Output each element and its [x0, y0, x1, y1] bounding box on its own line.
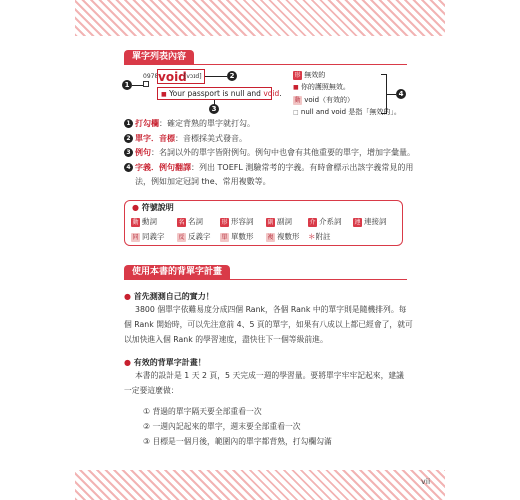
definition-alt: void（有效的） [304, 96, 355, 104]
list-item: 3 例句：名詞以外的單字皆附例句。例句中也會有其他重要的單字，增加字彙量。 [124, 146, 414, 161]
definition-translation: 你的護照無效。 [300, 83, 350, 91]
example-bullet: ■ [161, 91, 167, 98]
bullet-dot-icon: ● [132, 203, 139, 212]
callout-1-line [132, 85, 143, 86]
entry-pronunciation: [vɔɪd] [184, 73, 202, 80]
tips-list [143, 404, 332, 449]
symbol-singular: 單 單數形 [221, 232, 254, 241]
symbol-noun: 名 名詞 [178, 217, 203, 226]
list-item: ③ 目標是一個月後，範圍內的單字都背熟，打勾欄勾滿 [143, 437, 332, 446]
section-title-study-plan: 使用本書的背單字計畫 [124, 265, 230, 280]
definition-main: 無效的 [304, 71, 326, 79]
callout-3: 3 [209, 104, 219, 114]
top-stripe-band [75, 0, 445, 36]
page-number: vii [421, 477, 431, 486]
note-square-icon: □ [293, 109, 299, 116]
bottom-stripe-band [75, 470, 445, 500]
symbol-synonym: 同 同義字 [132, 232, 165, 241]
def-bullet: ■ [293, 84, 299, 91]
symbol-plural: 複 複數形 [267, 232, 300, 241]
list-item: 4 字義．例句翻譯：列出 TOEFL 測驗常考的字義。有時會標示出該字義常見的用 [124, 161, 414, 176]
symbol-adjective: 形 形容詞 [221, 217, 254, 226]
symbol-adverb: 副 副詞 [267, 217, 292, 226]
callout-2-line [205, 76, 227, 77]
symbol-note: ＊附註 [308, 232, 331, 241]
entry-number: 0978 [143, 73, 159, 80]
definition-phrase: null and void 是指「無效的」。 [300, 108, 401, 116]
paragraph-test-yourself: 3800 個單字依難易度分成四個 Rank，各個 Rank 中的單字則是隨機排列。每 個 Rank 開始時，可以先注意前 4、5 頁的單字，如果有八成以上都已經會了，就可 以加快進入個 Rank 的學習速度，盡快往下一個等級前進。 [124, 305, 413, 344]
example-sentence [157, 87, 282, 100]
symbol-verb: 動 動詞 [132, 217, 157, 226]
pos-badge-adjective: 形 [294, 71, 301, 79]
list-item: 1 打勾欄：確定背熟的單字就打勾。 [124, 117, 414, 132]
subheading-test-yourself: ● 首先測測自己的實力！ [124, 292, 214, 301]
symbol-conjunction: 連 連接詞 [354, 217, 387, 226]
section-title-word-list: 單字列表內容 [124, 50, 194, 65]
pos-badge-verb: 動 [294, 96, 301, 104]
example-text-post: . [279, 89, 282, 98]
check-box[interactable] [143, 81, 149, 87]
paragraph-study-plan: 本書的設計是 1 天 2 頁，5 天完成一週的學習量。要將單字牢牢記起來，建議 一定要這麼做： [124, 371, 404, 395]
symbol-preposition: 介 介系詞 [309, 217, 342, 226]
section-rule [124, 64, 407, 65]
callout-4: 4 [396, 89, 406, 99]
list-item: 2 單字．音標：音標採美式發音。 [124, 132, 414, 147]
entry-word: void [158, 70, 187, 84]
callout-4-line [387, 94, 396, 95]
callout-2: 2 [227, 71, 237, 81]
list-item: ① 背過的單字隔天要全部重看一次 [143, 407, 262, 416]
bullet-dot-icon: ● [124, 292, 131, 301]
bullet-dot-icon: ● [124, 358, 131, 367]
symbol-legend-title: ● 符號說明 [132, 203, 174, 212]
list-item: ② 一週內記起來的單字，週末要全部重看一次 [143, 422, 301, 431]
example-text-highlight: void [263, 89, 280, 98]
symbol-antonym: 反 反義字 [178, 232, 211, 241]
list-item-continued: 法，例如加定冠詞 the、常用複數等。 [135, 177, 271, 187]
section-rule [124, 279, 407, 280]
example-text-pre: Your passport is null and [169, 89, 264, 98]
explanation-list [124, 117, 414, 190]
subheading-study-plan: ● 有效的背單字計畫！ [124, 358, 206, 367]
callout-1: 1 [122, 80, 132, 90]
